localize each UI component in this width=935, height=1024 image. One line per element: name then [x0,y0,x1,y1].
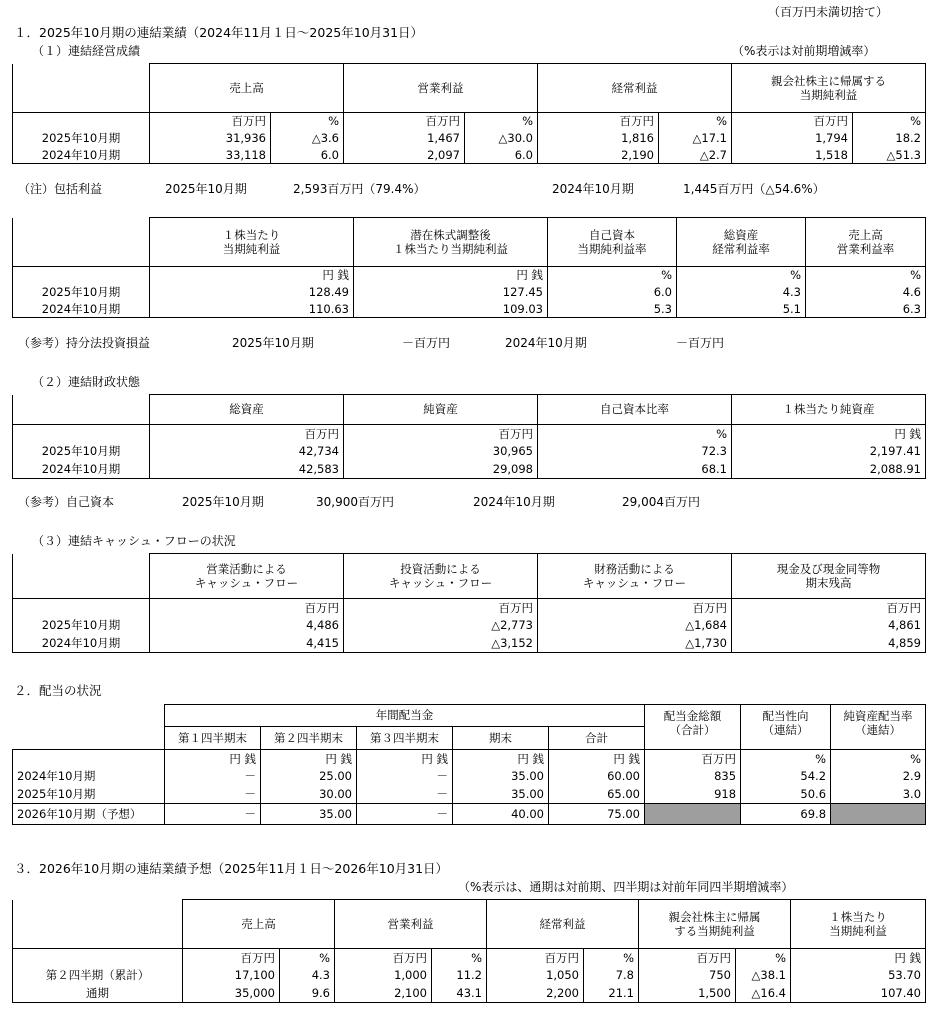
value-cell: △1,730 [538,635,732,653]
unit-cell: 百万円 [150,113,271,130]
unit-note: （百万円未満切捨て） [768,5,889,19]
unit-cell: 百万円 [335,949,432,967]
unit-cell: 円 銭 [165,750,261,768]
header-year-end: 期末 [453,727,549,750]
unit-cell: 百万円 [639,949,736,967]
unit-cell: % [806,267,926,284]
header-equity-ratio: 自己資本比率 [538,395,732,425]
unit-cell: 百万円 [344,599,538,617]
value-cell: 3.0 [831,786,926,804]
value-cell: 2,088.91 [732,461,926,479]
cashflow-subtitle: （３）連結キャッシュ・フローの状況 [32,534,236,548]
header-eps: １株当たり 当期純利益 [150,218,354,267]
header-total-dividends: 配当金総額 （合計） [645,705,741,750]
shaded-cell [831,804,926,825]
value-cell: 2,097 [344,147,465,164]
value-cell: 33,118 [150,147,271,164]
value-cell: 7.8 [584,967,639,985]
value-cell: － [357,768,453,786]
table-row-forecast [13,804,926,825]
value-cell: 21.1 [584,985,639,1003]
value-cell: 5.1 [677,301,806,318]
unit-cell: % [538,425,732,443]
header-q1: 第１四半期末 [165,727,261,750]
value-cell: － [165,786,261,804]
header-operating-cf: 営業活動による キャッシュ・フロー [150,554,344,599]
header-bps: １株当たり純資産 [732,395,926,425]
value-cell: 2,190 [538,147,659,164]
note-value: －百万円 [676,336,725,350]
value-cell: 35.00 [453,768,549,786]
unit-cell: 百万円 [150,599,344,617]
unit-cell: % [548,267,677,284]
header-q2: 第２四半期末 [261,727,357,750]
unit-cell: 百万円 [344,113,465,130]
header-operating-income: 営業利益 [335,900,487,949]
value-cell: 4,859 [732,635,926,653]
value-cell: 4,486 [150,617,344,635]
value-cell: 35.00 [453,786,549,804]
value-cell: 65.00 [549,786,645,804]
unit-cell: 百万円 [150,425,344,443]
unit-cell: 円 銭 [261,750,357,768]
unit-cell: % [280,949,335,967]
row-label: 2025年10月期 [13,284,150,301]
unit-cell: 百万円 [645,750,741,768]
value-cell: △2.7 [659,147,732,164]
value-cell: 25.00 [261,768,357,786]
value-cell: 35.00 [261,804,357,825]
table-row [13,443,926,461]
dividends-title: ２．配当の状況 [14,683,102,698]
row-label: 2025年10月期 [13,130,150,147]
value-cell: △3,152 [344,635,538,653]
value-cell: 110.63 [150,301,354,318]
value-cell: 31,936 [150,130,271,147]
row-label: 2024年10月期 [13,635,150,653]
financial-position-table [12,394,926,479]
value-cell: 5.3 [548,301,677,318]
value-cell: △3.6 [271,130,344,147]
value-cell: 75.00 [549,804,645,825]
forecast-table [12,899,926,1003]
row-label: 2026年10月期（予想） [13,804,165,825]
note-value: －百万円 [402,336,451,350]
header-q3: 第３四半期末 [357,727,453,750]
header-ordinary-income: 経常利益 [487,900,639,949]
value-cell: 29,098 [344,461,538,479]
row-label: 通期 [13,985,183,1003]
table-row [13,461,926,479]
header-sales: 売上高 [183,900,335,949]
row-label: 2024年10月期 [13,768,165,786]
value-cell: 4.3 [677,284,806,301]
value-cell: 835 [645,768,741,786]
equity-note: （参考）自己資本 [18,495,115,509]
value-cell: △1,684 [538,617,732,635]
value-cell: △2,773 [344,617,538,635]
value-cell: 17,100 [183,967,280,985]
dividends-table [12,704,926,825]
table-row [13,147,926,164]
value-cell: 40.00 [453,804,549,825]
header-payout-ratio: 配当性向 （連結） [741,705,831,750]
unit-cell: 百万円 [183,949,280,967]
unit-cell: 百万円 [538,113,659,130]
value-cell: － [357,786,453,804]
table-row [13,985,926,1003]
value-cell: 1,500 [639,985,736,1003]
value-cell: 35,000 [183,985,280,1003]
table-row [13,786,926,804]
value-cell: 30.00 [261,786,357,804]
value-cell: 1,518 [732,147,853,164]
operating-results-subtitle: （１）連結経営成績 [32,44,141,58]
unit-cell: 百万円 [344,425,538,443]
value-cell: 127.45 [354,284,548,301]
value-cell: 6.0 [271,147,344,164]
unit-cell: 円 銭 [549,750,645,768]
value-cell: 1,467 [344,130,465,147]
header-eps: １株当たり 当期純利益 [791,900,926,949]
value-cell: 11.2 [432,967,487,985]
unit-cell: % [271,113,344,130]
header-cash-balance: 現金及び現金同等物 期末残高 [732,554,926,599]
equity-method-note: （参考）持分法投資損益 [18,336,151,350]
unit-cell: 百万円 [487,949,584,967]
unit-cell: 円 銭 [453,750,549,768]
row-label: 2025年10月期 [13,786,165,804]
note-period: 2025年10月期 [165,182,247,196]
value-cell: － [165,768,261,786]
note-value: 29,004百万円 [622,495,700,509]
row-label: 2025年10月期 [13,617,150,635]
value-cell: 42,734 [150,443,344,461]
header-investing-cf: 投資活動による キャッシュ・フロー [344,554,538,599]
unit-cell: 円 銭 [354,267,548,284]
value-cell: 918 [645,786,741,804]
header-doe: 純資産配当率 （連結） [831,705,926,750]
header-net-income: 親会社株主に帰属 する当期純利益 [639,900,791,949]
value-cell: 2,100 [335,985,432,1003]
value-cell: 18.2 [853,130,926,147]
row-label: 第２四半期（累計） [13,967,183,985]
row-label: 2024年10月期 [13,147,150,164]
row-label: 2024年10月期 [13,461,150,479]
value-cell: 1,816 [538,130,659,147]
value-cell: － [165,804,261,825]
header-operating-margin: 売上高 営業利益率 [806,218,926,267]
value-cell: 6.0 [548,284,677,301]
unit-cell: % [741,750,831,768]
value-cell: △51.3 [853,147,926,164]
header-roe: 自己資本 当期純利益率 [548,218,677,267]
value-cell: 54.2 [741,768,831,786]
unit-cell: 円 銭 [357,750,453,768]
header-operating-income: 営業利益 [344,64,538,113]
forecast-percent-note: （%表示は、通期は対前期、四半期は対前年同四半期増減率） [458,880,794,894]
value-cell: 128.49 [150,284,354,301]
forecast-title: ３．2026年10月期の連結業績予想（2025年11月１日～2026年10月31日） [14,861,449,876]
note-value: 2,593百万円（79.4%） [293,182,426,196]
header-sales: 売上高 [150,64,344,113]
note-value: 1,445百万円（△54.6%） [683,182,825,196]
header-annual-dividends: 年間配当金 [165,705,645,727]
header-diluted-eps: 潜在株式調整後 １株当たり当期純利益 [354,218,548,267]
value-cell: 109.03 [354,301,548,318]
value-cell: 50.6 [741,786,831,804]
percent-note: （%表示は対前期増減率） [732,44,876,58]
header-net-income: 親会社株主に帰属する 当期純利益 [732,64,926,113]
value-cell: 9.6 [280,985,335,1003]
unit-cell: 百万円 [732,113,853,130]
unit-cell: % [736,949,791,967]
value-cell: △17.1 [659,130,732,147]
table-row [13,284,926,301]
unit-cell: % [432,949,487,967]
value-cell: 42,583 [150,461,344,479]
value-cell: 30,965 [344,443,538,461]
value-cell: 72.3 [538,443,732,461]
cashflow-table [12,553,926,653]
value-cell: － [357,804,453,825]
note-period: 2024年10月期 [552,182,634,196]
value-cell: 4.6 [806,284,926,301]
value-cell: 4.3 [280,967,335,985]
value-cell: 60.00 [549,768,645,786]
header-net-assets: 純資産 [344,395,538,425]
value-cell: 53.70 [791,967,926,985]
table-row [13,967,926,985]
row-label: 2024年10月期 [13,301,150,318]
unit-cell: % [677,267,806,284]
header-total: 合計 [549,727,645,750]
note-period: 2025年10月期 [232,336,314,350]
header-ordinary-income: 経常利益 [538,64,732,113]
table-row [13,301,926,318]
section-1-title: １．2025年10月期の連結業績（2024年11月１日～2025年10月31日） [14,25,424,40]
value-cell: 107.40 [791,985,926,1003]
value-cell: 68.1 [538,461,732,479]
value-cell: 1,050 [487,967,584,985]
value-cell: 1,794 [732,130,853,147]
value-cell: 4,415 [150,635,344,653]
unit-cell: 百万円 [538,599,732,617]
shaded-cell [645,804,741,825]
operating-results-table [12,63,926,164]
unit-cell: % [831,750,926,768]
value-cell: 2.9 [831,768,926,786]
unit-cell: % [584,949,639,967]
table-row [13,130,926,147]
table-row [13,617,926,635]
value-cell: 2,200 [487,985,584,1003]
per-share-table [12,217,926,318]
value-cell: 750 [639,967,736,985]
row-label: 2025年10月期 [13,443,150,461]
value-cell: 4,861 [732,617,926,635]
unit-cell: 円 銭 [791,949,926,967]
unit-cell: 百万円 [732,599,926,617]
header-roa: 総資産 経常利益率 [677,218,806,267]
table-row [13,768,926,786]
note-period: 2025年10月期 [182,495,264,509]
note-period: 2024年10月期 [473,495,555,509]
value-cell: 2,197.41 [732,443,926,461]
value-cell: 6.0 [465,147,538,164]
unit-cell: 円 銭 [150,267,354,284]
unit-cell: % [853,113,926,130]
unit-cell: 円 銭 [732,425,926,443]
unit-cell: % [465,113,538,130]
value-cell: 1,000 [335,967,432,985]
financial-position-subtitle: （２）連結財政状態 [32,375,141,389]
unit-cell: % [659,113,732,130]
header-financing-cf: 財務活動による キャッシュ・フロー [538,554,732,599]
value-cell: △30.0 [465,130,538,147]
value-cell: 69.8 [741,804,831,825]
value-cell: △16.4 [736,985,791,1003]
note-value: 30,900百万円 [316,495,394,509]
table-row [13,635,926,653]
value-cell: 43.1 [432,985,487,1003]
comprehensive-income-note: （注）包括利益 [18,182,103,196]
value-cell: 6.3 [806,301,926,318]
value-cell: △38.1 [736,967,791,985]
note-period: 2024年10月期 [505,336,587,350]
header-total-assets: 総資産 [150,395,344,425]
